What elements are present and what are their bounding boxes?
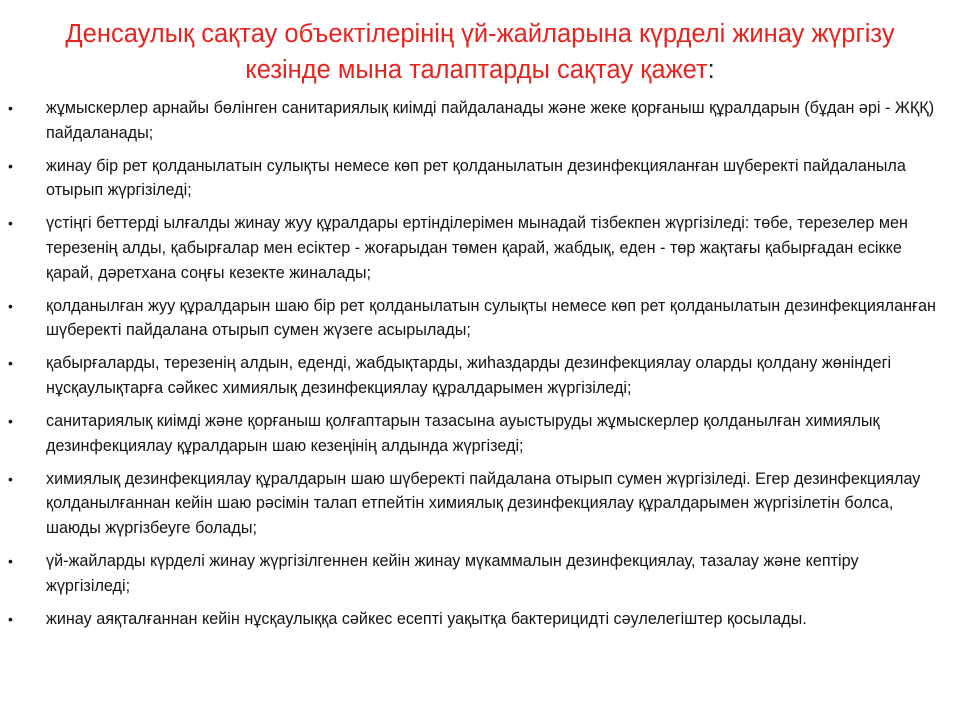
list-item-text: санитариялық киімді және қорғаныш қолғаптарын тазасына ауыстыруды жұмыскерлер қолданылған химиялық дезинфекциялау құралдарын шаю кезеңінің алдында жүргізеді;	[46, 412, 880, 455]
list-item	[0, 154, 960, 203]
slide-title-text: Денсаулық сақтау объектілерінің үй-жайларына күрделі жинау жүргізу кезінде мына талаптарды сақтау қажет	[65, 20, 895, 84]
bullet-icon: •	[8, 215, 13, 232]
list-item-text: үй-жайларды күрделі жинау жүргізілгеннен кейін жинау мүкаммалын дезинфекциялау, тазалау және кептіру жүргізіледі;	[46, 552, 859, 595]
bullet-icon: •	[8, 610, 13, 627]
bullet-icon: •	[8, 157, 13, 174]
list-item-text: қолданылған жуу құралдарын шаю бір рет қолданылатын сулықты немесе көп рет қолданылатын дезинфекцияланған шүберекті пайдалана отырып сумен жүзеге асырылады;	[46, 296, 936, 340]
list-item	[0, 351, 960, 400]
list-item	[0, 467, 960, 541]
slide-title	[20, 16, 940, 88]
list-item	[0, 96, 960, 145]
bullet-icon: •	[8, 553, 13, 569]
list-item-text: жинау бір рет қолданылатын сулықты немесе көп рет қолданылатын дезинфекцияланған шүберекті пайдаланыла отырып жүргізіледі;	[46, 156, 906, 200]
list-item-text: химиялық дезинфекциялау құралдарын шаю шүберекті пайдалана отырып сумен жүргізіледі. Егер дезинфекциялау қолданылғаннан кейін шаю рәсімін талап етпейтін химиялық дезинфекциялау құралдарымен жүргізілетін болса, шаюды жүргізбеуге болады;	[46, 469, 921, 537]
list-item	[0, 607, 960, 632]
list-item	[0, 409, 960, 458]
bullet-icon: •	[8, 355, 13, 372]
list-item	[0, 211, 960, 285]
requirements-list	[0, 96, 960, 640]
list-item-text: қабырғаларды, терезенің алдын, еденді, жабдықтарды, жиһаздарды дезинфекциялау оларды қолдану жөніндегі нұсқаулықтарға сәйкес химиялық дезинфекциялау құралдарымен жүргізіледі;	[46, 354, 892, 397]
bullet-icon: •	[8, 297, 13, 314]
slide-title-colon: :	[707, 56, 715, 84]
bullet-icon: •	[8, 470, 13, 487]
bullet-icon: •	[8, 413, 13, 430]
list-item	[0, 294, 960, 343]
list-item-text: жинау аяқталғаннан кейін нұсқаулыққа сәйкес есепті уақытқа бактерицидті сәулелегіштер қосылады.	[46, 609, 807, 628]
list-item-text: жұмыскерлер арнайы бөлінген санитариялық киімді пайдаланады және жеке қорғаныш құралдарын (бұдан әрі - ЖҚҚ) пайдаланады;	[46, 99, 935, 142]
list-item	[0, 549, 960, 598]
list-item-text: үстіңгі беттерді ылғалды жинау жуу құралдары ертінділерімен мынадай тізбекпен жүргізіледі: төбе, терезелер мен терезенің алды, қабырғалар мен есіктер - жоғарыдан төмен қарай, жабдық, еден - төр жақтағы қабырғадан есікке қарай, дәретхана соңғы кезекте жиналады;	[46, 214, 908, 282]
bullet-icon: •	[8, 100, 13, 116]
